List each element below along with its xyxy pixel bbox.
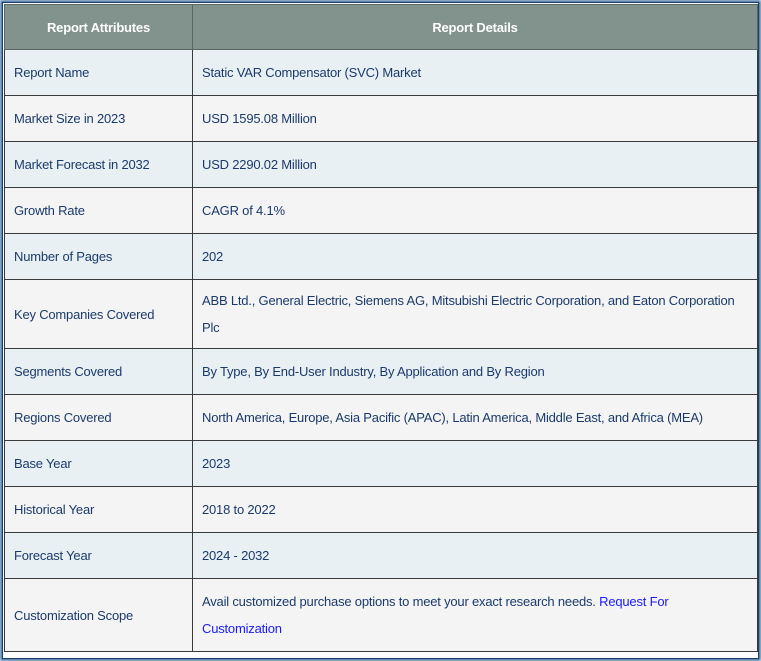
table-row (5, 441, 758, 487)
table-row (5, 487, 758, 533)
row-attribute: Segments Covered (5, 349, 193, 395)
table-row (5, 280, 758, 349)
table-row (5, 533, 758, 579)
table-row (5, 188, 758, 234)
table-row (5, 395, 758, 441)
row-detail: 2024 - 2032 (193, 533, 758, 579)
header-report-details: Report Details (193, 5, 758, 50)
report-table-frame (2, 2, 759, 659)
table-row (5, 142, 758, 188)
row-detail: 2023 (193, 441, 758, 487)
row-attribute: Market Forecast in 2032 (5, 142, 193, 188)
header-report-attributes: Report Attributes (5, 5, 193, 50)
table-row (5, 579, 758, 652)
row-attribute: Key Companies Covered (5, 280, 193, 349)
row-detail: ABB Ltd., General Electric, Siemens AG, Mitsubishi Electric Corporation, and Eaton Corporation Plc (193, 280, 758, 349)
table-row (5, 234, 758, 280)
row-attribute: Forecast Year (5, 533, 193, 579)
row-attribute: Historical Year (5, 487, 193, 533)
row-detail: USD 2290.02 Million (193, 142, 758, 188)
row-attribute: Regions Covered (5, 395, 193, 441)
table-row (5, 349, 758, 395)
customization-text: Avail customized purchase options to meet your exact research needs. (202, 594, 596, 609)
row-detail: North America, Europe, Asia Pacific (APAC), Latin America, Middle East, and Africa (MEA) (193, 395, 758, 441)
row-attribute: Report Name (5, 50, 193, 96)
table-row (5, 96, 758, 142)
table-header-row (5, 5, 758, 50)
row-detail: 2018 to 2022 (193, 487, 758, 533)
report-attributes-table (4, 4, 758, 652)
row-attribute: Growth Rate (5, 188, 193, 234)
row-detail: CAGR of 4.1% (193, 188, 758, 234)
row-attribute: Customization Scope (5, 579, 193, 652)
row-attribute: Market Size in 2023 (5, 96, 193, 142)
table-row (5, 50, 758, 96)
row-detail: Static VAR Compensator (SVC) Market (193, 50, 758, 96)
row-detail (193, 579, 758, 652)
row-attribute: Number of Pages (5, 234, 193, 280)
row-detail: USD 1595.08 Million (193, 96, 758, 142)
request-customization-link[interactable]: Request For Customization (202, 594, 669, 636)
row-detail: 202 (193, 234, 758, 280)
row-detail: By Type, By End-User Industry, By Application and By Region (193, 349, 758, 395)
row-attribute: Base Year (5, 441, 193, 487)
